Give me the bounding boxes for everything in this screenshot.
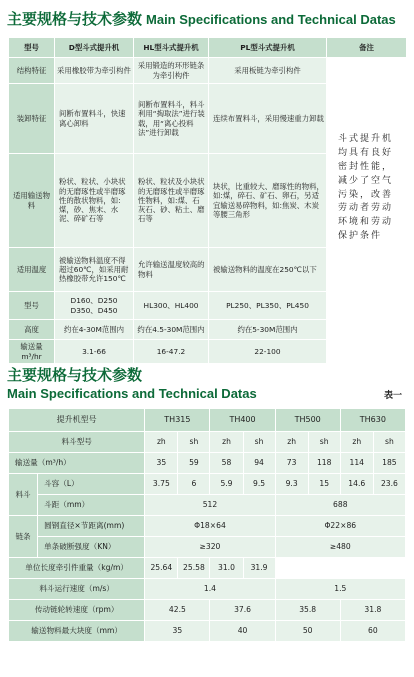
volume-cell: 14.6 (340, 474, 373, 495)
bucket-type-cell: zh (275, 432, 308, 453)
th-model-315: TH315 (145, 409, 210, 432)
th-model-400: TH400 (210, 409, 275, 432)
weight-cell: 31.0 (210, 558, 243, 579)
pitch-cell: 512 (145, 495, 275, 516)
cell-model-pl: PL250、PL350、PL450 (209, 292, 327, 320)
section1-title-en: Main Specifications and Technical Datas (146, 12, 396, 27)
label-bucket-type: 料斗型号 (9, 432, 145, 453)
cell-unloading-d: 间断布置料斗，快速离心卸料 (55, 84, 134, 154)
capacity-cell: 118 (308, 453, 340, 474)
lump-cell: 35 (145, 621, 210, 642)
header-d-type: D型斗式提升机 (55, 38, 134, 58)
chain-dia-cell: Φ18×64 (145, 516, 275, 537)
lump-cell: 40 (210, 621, 275, 642)
label-structure: 结构特征 (9, 58, 55, 84)
row-capacity-th (9, 453, 406, 474)
lump-cell: 50 (275, 621, 340, 642)
cell-temperature-d: 被输送物料温度不得超过60℃，如采用耐热橡胶带允许150℃ (55, 248, 134, 292)
capacity-cell: 94 (243, 453, 275, 474)
row-pitch (9, 495, 406, 516)
row-breaking (9, 537, 406, 558)
row-bucket-type (9, 432, 406, 453)
cell-capacity-pl: 22-100 (209, 340, 327, 364)
label-height: 高度 (9, 320, 55, 340)
volume-cell: 9.5 (243, 474, 275, 495)
label-pitch: 斗距（mm） (38, 495, 145, 516)
volume-cell: 6 (178, 474, 210, 495)
th-spec-table (8, 408, 406, 642)
row-speed (9, 579, 406, 600)
cell-materials-pl: 块状，比重较大、磨琢性的物料，如:煤，碎石、矿石、卵石，另适宜输送易碎物料，如:焦炭、木炭等腰三角形 (209, 154, 327, 248)
remark-blank (327, 320, 407, 364)
label-capacity-th: 输送量（m³/h） (9, 453, 145, 474)
breaking-cell: ≥480 (275, 537, 405, 558)
label-unloading: 装卸特征 (9, 84, 55, 154)
label-speed: 料斗运行速度（m/s） (9, 579, 145, 600)
cell-structure-pl: 采用板链为牵引构件 (209, 58, 327, 84)
breaking-cell: ≥320 (145, 537, 275, 558)
weight-cell: 31.9 (243, 558, 275, 579)
capacity-cell: 114 (340, 453, 373, 474)
group-hopper: 料斗 (9, 474, 38, 516)
volume-cell: 23.6 (373, 474, 405, 495)
cell-structure-d: 采用橡胶带为牵引构件 (55, 58, 134, 84)
weight-cell: 25.58 (178, 558, 210, 579)
cell-temperature-pl: 被输送物料的温度在250℃以下 (209, 248, 327, 292)
label-capacity: 输送量 m³/hr (9, 340, 55, 364)
section1-title (7, 8, 396, 29)
row-structure (9, 58, 407, 84)
rpm-cell: 35.8 (275, 600, 340, 621)
cell-capacity-d: 3.1-66 (55, 340, 134, 364)
speed-cell: 1.4 (145, 579, 275, 600)
cell-height-d: 约在4-30M范围内 (55, 320, 134, 340)
th-model-500: TH500 (275, 409, 340, 432)
cell-height-hl: 约在4.5-30M范围内 (134, 320, 209, 340)
capacity-cell: 185 (373, 453, 405, 474)
section2-title-en: Main Specifications and Technical Datas (7, 386, 257, 401)
cell-materials-hl: 粉状、粒状及小块状的无磨琢性或半磨琢性物料，如:煤、石灰石、砂、粘土、磨石等 (134, 154, 209, 248)
label-weight: 单位长度牵引件重量（kg/m） (9, 558, 145, 579)
th-model-630: TH630 (340, 409, 405, 432)
capacity-cell: 59 (178, 453, 210, 474)
row-weight (9, 558, 406, 579)
lump-cell: 60 (340, 621, 405, 642)
header-remark: 备注 (327, 38, 407, 58)
bucket-type-cell: sh (178, 432, 210, 453)
section2-title-cn: 主要规格与技术参数 (7, 366, 143, 384)
header-model: 型号 (9, 38, 55, 58)
bucket-type-cell: sh (308, 432, 340, 453)
label-volume: 斗容（L） (38, 474, 145, 495)
capacity-cell: 73 (275, 453, 308, 474)
th-header-row (9, 409, 406, 432)
rpm-cell: 37.6 (210, 600, 275, 621)
remark-cell: 斗式提升机均具有良好密封性能，减少了空气污染，改善劳动者劳动环境和劳动保护条件 (327, 58, 407, 320)
comparison-table (8, 37, 407, 364)
capacity-cell: 58 (210, 453, 243, 474)
rpm-cell: 31.8 (340, 600, 405, 621)
row-rpm (9, 600, 406, 621)
cell-temperature-hl: 允许输送温度较高的物料 (134, 248, 209, 292)
row-lump (9, 621, 406, 642)
volume-cell: 15 (308, 474, 340, 495)
header-pl-type: PL型斗式提升机 (209, 38, 327, 58)
row-volume (9, 474, 406, 495)
volume-cell: 3.75 (145, 474, 178, 495)
cell-height-pl: 约在5-30M范围内 (209, 320, 327, 340)
bucket-type-cell: sh (243, 432, 275, 453)
bucket-type-cell: zh (210, 432, 243, 453)
table-number: 表一 (383, 391, 402, 401)
header-hl-type: HL型斗式提升机 (134, 38, 209, 58)
row-chain-dia (9, 516, 406, 537)
label-rpm: 传动链轮转速度（rpm） (9, 600, 145, 621)
weight-cell: 25.64 (145, 558, 178, 579)
group-chain: 链条 (9, 516, 38, 558)
weight-blank (275, 558, 405, 579)
label-materials: 适用输送物料 (9, 154, 55, 248)
chain-dia-cell: Φ22×86 (275, 516, 405, 537)
cell-structure-hl: 采用锻造的环形链条为牵引构件 (134, 58, 209, 84)
th-header-label: 提升机型号 (9, 409, 145, 432)
volume-cell: 9.3 (275, 474, 308, 495)
rpm-cell: 42.5 (145, 600, 210, 621)
cell-model-d: D160、D250 D350、D450 (55, 292, 134, 320)
cell-unloading-hl: 间断布置料斗，料斗利用“掏取法”进行装载，用“离心投料法”进行卸载 (134, 84, 209, 154)
volume-cell: 5.9 (210, 474, 243, 495)
section2-title (7, 366, 257, 402)
cell-materials-d: 粉状、粒状、小块状的无磨琢性或半磨琢性的散状物料，如:煤，砂、焦末、水泥、碎矿石等 (55, 154, 134, 248)
label-chain-dia: 圆钢直径×节距离(mm) (38, 516, 145, 537)
comparison-header-row (9, 38, 407, 58)
row-height (9, 320, 407, 340)
capacity-cell: 35 (145, 453, 178, 474)
pitch-cell: 688 (275, 495, 405, 516)
label-lump: 输送物料最大块度（mm） (9, 621, 145, 642)
label-model: 型号 (9, 292, 55, 320)
bucket-type-cell: sh (373, 432, 405, 453)
bucket-type-cell: zh (340, 432, 373, 453)
cell-model-hl: HL300、HL400 (134, 292, 209, 320)
cell-capacity-hl: 16-47.2 (134, 340, 209, 364)
bucket-type-cell: zh (145, 432, 178, 453)
label-temperature: 适用温度 (9, 248, 55, 292)
speed-cell: 1.5 (275, 579, 405, 600)
section1-title-cn: 主要规格与技术参数 (7, 10, 143, 28)
label-breaking: 单条破断强度（KN） (38, 537, 145, 558)
cell-unloading-pl: 连续布置料斗，采用慢速重力卸载 (209, 84, 327, 154)
